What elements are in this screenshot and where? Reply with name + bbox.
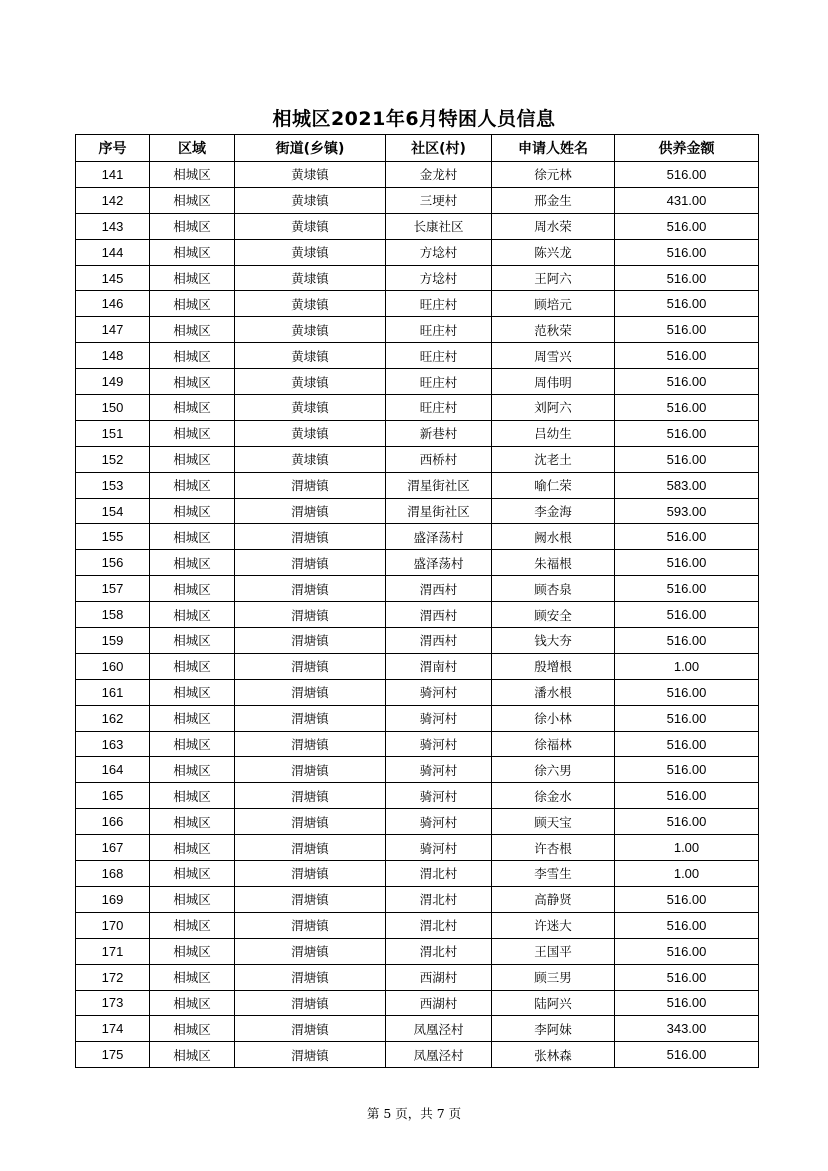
cell-street: 渭塘镇 [235,1016,386,1042]
cell-index: 151 [76,420,150,446]
header-community: 社区(村) [386,135,492,162]
cell-index: 149 [76,369,150,395]
cell-applicant: 徐六男 [492,757,615,783]
cell-street: 渭塘镇 [235,628,386,654]
cell-street: 渭塘镇 [235,809,386,835]
cell-applicant: 徐金水 [492,783,615,809]
cell-amount: 516.00 [615,757,759,783]
cell-applicant: 喻仁荣 [492,472,615,498]
cell-community: 方埝村 [386,239,492,265]
cell-amount: 516.00 [615,446,759,472]
cell-amount: 516.00 [615,964,759,990]
cell-street: 渭塘镇 [235,912,386,938]
table-row [76,446,759,472]
cell-community: 金龙村 [386,162,492,188]
cell-community: 长康社区 [386,213,492,239]
cell-amount: 431.00 [615,187,759,213]
table-row [76,550,759,576]
table-row [76,679,759,705]
cell-index: 145 [76,265,150,291]
header-applicant: 申请人姓名 [492,135,615,162]
cell-applicant: 顾三男 [492,964,615,990]
cell-applicant: 钱大夯 [492,628,615,654]
cell-index: 143 [76,213,150,239]
cell-street: 黄埭镇 [235,187,386,213]
cell-region: 相城区 [150,679,235,705]
cell-applicant: 顾杏泉 [492,576,615,602]
cell-community: 盛泽荡村 [386,550,492,576]
cell-region: 相城区 [150,964,235,990]
cell-region: 相城区 [150,835,235,861]
cell-applicant: 顾安全 [492,602,615,628]
cell-index: 169 [76,886,150,912]
table-row [76,369,759,395]
cell-region: 相城区 [150,783,235,809]
cell-index: 150 [76,395,150,421]
cell-community: 旺庄村 [386,291,492,317]
cell-region: 相城区 [150,602,235,628]
cell-index: 174 [76,1016,150,1042]
cell-street: 黄埭镇 [235,343,386,369]
cell-amount: 593.00 [615,498,759,524]
cell-index: 153 [76,472,150,498]
cell-amount: 516.00 [615,291,759,317]
cell-street: 渭塘镇 [235,757,386,783]
table-row [76,912,759,938]
table-row [76,343,759,369]
cell-amount: 516.00 [615,343,759,369]
cell-index: 144 [76,239,150,265]
cell-amount: 516.00 [615,628,759,654]
cell-community: 渭北村 [386,912,492,938]
cell-community: 三埂村 [386,187,492,213]
cell-community: 旺庄村 [386,343,492,369]
cell-applicant: 王国平 [492,938,615,964]
cell-applicant: 许杏根 [492,835,615,861]
cell-street: 黄埭镇 [235,395,386,421]
cell-community: 方埝村 [386,265,492,291]
cell-region: 相城区 [150,731,235,757]
cell-region: 相城区 [150,369,235,395]
cell-amount: 516.00 [615,990,759,1016]
cell-region: 相城区 [150,343,235,369]
cell-applicant: 朱福根 [492,550,615,576]
cell-community: 渭西村 [386,576,492,602]
cell-applicant: 刘阿六 [492,395,615,421]
cell-street: 渭塘镇 [235,731,386,757]
cell-community: 渭北村 [386,938,492,964]
table-row [76,861,759,887]
cell-amount: 516.00 [615,239,759,265]
cell-amount: 516.00 [615,524,759,550]
header-region: 区域 [150,135,235,162]
cell-index: 141 [76,162,150,188]
cell-index: 159 [76,628,150,654]
cell-street: 渭塘镇 [235,550,386,576]
cell-index: 166 [76,809,150,835]
cell-community: 西桥村 [386,446,492,472]
table-row [76,213,759,239]
cell-amount: 516.00 [615,317,759,343]
table-row [76,938,759,964]
cell-region: 相城区 [150,265,235,291]
cell-index: 154 [76,498,150,524]
cell-street: 黄埭镇 [235,239,386,265]
table-row [76,395,759,421]
cell-region: 相城区 [150,938,235,964]
cell-community: 新巷村 [386,420,492,446]
cell-region: 相城区 [150,395,235,421]
cell-community: 旺庄村 [386,369,492,395]
cell-amount: 516.00 [615,162,759,188]
cell-amount: 516.00 [615,213,759,239]
table-row [76,602,759,628]
cell-applicant: 阙水根 [492,524,615,550]
cell-community: 西湖村 [386,964,492,990]
cell-community: 骑河村 [386,783,492,809]
cell-applicant: 潘水根 [492,679,615,705]
cell-street: 渭塘镇 [235,602,386,628]
table-row [76,472,759,498]
cell-amount: 516.00 [615,783,759,809]
cell-region: 相城区 [150,809,235,835]
cell-index: 172 [76,964,150,990]
table-row [76,291,759,317]
cell-index: 157 [76,576,150,602]
cell-community: 骑河村 [386,835,492,861]
cell-street: 渭塘镇 [235,679,386,705]
cell-applicant: 顾培元 [492,291,615,317]
cell-index: 171 [76,938,150,964]
data-table [75,134,759,1068]
cell-region: 相城区 [150,291,235,317]
header-index: 序号 [76,135,150,162]
cell-region: 相城区 [150,472,235,498]
cell-applicant: 陈兴龙 [492,239,615,265]
table-row [76,576,759,602]
cell-region: 相城区 [150,524,235,550]
table-row [76,628,759,654]
cell-amount: 516.00 [615,679,759,705]
cell-community: 骑河村 [386,679,492,705]
cell-region: 相城区 [150,886,235,912]
cell-community: 渭北村 [386,861,492,887]
cell-street: 渭塘镇 [235,835,386,861]
cell-region: 相城区 [150,628,235,654]
cell-amount: 516.00 [615,912,759,938]
cell-amount: 516.00 [615,809,759,835]
cell-amount: 516.00 [615,731,759,757]
cell-region: 相城区 [150,757,235,783]
cell-applicant: 高静贤 [492,886,615,912]
cell-street: 渭塘镇 [235,498,386,524]
cell-amount: 516.00 [615,420,759,446]
cell-street: 渭塘镇 [235,576,386,602]
cell-region: 相城区 [150,705,235,731]
cell-amount: 516.00 [615,938,759,964]
cell-region: 相城区 [150,420,235,446]
cell-region: 相城区 [150,1016,235,1042]
cell-street: 渭塘镇 [235,964,386,990]
cell-community: 渭南村 [386,653,492,679]
cell-community: 骑河村 [386,731,492,757]
cell-applicant: 沈老土 [492,446,615,472]
cell-community: 骑河村 [386,705,492,731]
cell-index: 146 [76,291,150,317]
cell-index: 170 [76,912,150,938]
page-footer: 第 5 页，共 7 页 [366,1106,462,1121]
table-row [76,239,759,265]
cell-applicant: 徐福林 [492,731,615,757]
cell-region: 相城区 [150,446,235,472]
cell-applicant: 周水荣 [492,213,615,239]
cell-amount: 516.00 [615,886,759,912]
cell-community: 西湖村 [386,990,492,1016]
cell-community: 渭星街社区 [386,498,492,524]
cell-community: 渭西村 [386,602,492,628]
cell-community: 渭北村 [386,886,492,912]
cell-applicant: 吕幼生 [492,420,615,446]
cell-region: 相城区 [150,861,235,887]
table-row [76,317,759,343]
cell-applicant: 李金海 [492,498,615,524]
table-row [76,162,759,188]
cell-applicant: 张林森 [492,1042,615,1068]
cell-amount: 516.00 [615,550,759,576]
table-row [76,835,759,861]
cell-street: 黄埭镇 [235,446,386,472]
table-header-row [76,135,759,162]
cell-applicant: 周伟明 [492,369,615,395]
cell-street: 渭塘镇 [235,990,386,1016]
cell-index: 142 [76,187,150,213]
header-street: 街道(乡镇) [235,135,386,162]
cell-index: 161 [76,679,150,705]
table-row [76,420,759,446]
cell-community: 凤凰泾村 [386,1042,492,1068]
table-row [76,1016,759,1042]
cell-amount: 516.00 [615,265,759,291]
cell-region: 相城区 [150,498,235,524]
cell-index: 155 [76,524,150,550]
table-row [76,705,759,731]
cell-street: 黄埭镇 [235,420,386,446]
cell-street: 黄埭镇 [235,291,386,317]
cell-index: 162 [76,705,150,731]
cell-amount: 343.00 [615,1016,759,1042]
cell-street: 渭塘镇 [235,705,386,731]
cell-community: 渭西村 [386,628,492,654]
cell-applicant: 邢金生 [492,187,615,213]
cell-street: 黄埭镇 [235,162,386,188]
cell-amount: 516.00 [615,602,759,628]
cell-region: 相城区 [150,187,235,213]
table-row [76,886,759,912]
cell-index: 148 [76,343,150,369]
cell-applicant: 殷增根 [492,653,615,679]
cell-street: 渭塘镇 [235,1042,386,1068]
cell-index: 175 [76,1042,150,1068]
cell-region: 相城区 [150,576,235,602]
cell-index: 165 [76,783,150,809]
cell-region: 相城区 [150,990,235,1016]
cell-community: 骑河村 [386,809,492,835]
cell-region: 相城区 [150,213,235,239]
cell-region: 相城区 [150,912,235,938]
cell-region: 相城区 [150,162,235,188]
cell-region: 相城区 [150,550,235,576]
cell-street: 黄埭镇 [235,317,386,343]
table-row [76,809,759,835]
table-row [76,783,759,809]
cell-amount: 516.00 [615,705,759,731]
table-row [76,524,759,550]
cell-street: 黄埭镇 [235,369,386,395]
cell-index: 173 [76,990,150,1016]
cell-index: 156 [76,550,150,576]
cell-applicant: 徐元林 [492,162,615,188]
table-row [76,187,759,213]
cell-street: 黄埭镇 [235,213,386,239]
cell-region: 相城区 [150,317,235,343]
cell-region: 相城区 [150,239,235,265]
table-row [76,653,759,679]
cell-street: 渭塘镇 [235,472,386,498]
cell-street: 渭塘镇 [235,653,386,679]
table-row [76,731,759,757]
cell-index: 152 [76,446,150,472]
cell-index: 158 [76,602,150,628]
cell-applicant: 陆阿兴 [492,990,615,1016]
cell-street: 渭塘镇 [235,783,386,809]
cell-amount: 516.00 [615,576,759,602]
cell-applicant: 王阿六 [492,265,615,291]
cell-street: 渭塘镇 [235,524,386,550]
cell-applicant: 周雪兴 [492,343,615,369]
cell-street: 黄埭镇 [235,265,386,291]
cell-community: 旺庄村 [386,317,492,343]
cell-index: 160 [76,653,150,679]
cell-community: 渭星街社区 [386,472,492,498]
cell-amount: 1.00 [615,861,759,887]
cell-index: 164 [76,757,150,783]
cell-community: 盛泽荡村 [386,524,492,550]
cell-amount: 583.00 [615,472,759,498]
cell-street: 渭塘镇 [235,861,386,887]
cell-applicant: 范秋荣 [492,317,615,343]
cell-index: 147 [76,317,150,343]
table-row [76,964,759,990]
cell-applicant: 徐小林 [492,705,615,731]
table-body [76,162,759,1068]
cell-applicant: 李阿妹 [492,1016,615,1042]
cell-applicant: 李雪生 [492,861,615,887]
table-row [76,990,759,1016]
cell-street: 渭塘镇 [235,938,386,964]
cell-community: 凤凰泾村 [386,1016,492,1042]
cell-region: 相城区 [150,653,235,679]
table-row [76,265,759,291]
cell-amount: 1.00 [615,835,759,861]
cell-amount: 516.00 [615,395,759,421]
cell-amount: 516.00 [615,369,759,395]
cell-amount: 516.00 [615,1042,759,1068]
cell-street: 渭塘镇 [235,886,386,912]
cell-index: 167 [76,835,150,861]
table-row [76,498,759,524]
table-row [76,1042,759,1068]
page-title: 相城区2021年6月特困人员信息 [272,108,556,130]
cell-community: 骑河村 [386,757,492,783]
cell-index: 163 [76,731,150,757]
cell-region: 相城区 [150,1042,235,1068]
cell-community: 旺庄村 [386,395,492,421]
cell-applicant: 顾天宝 [492,809,615,835]
cell-index: 168 [76,861,150,887]
header-amount: 供养金额 [615,135,759,162]
table-row [76,757,759,783]
cell-applicant: 许迷大 [492,912,615,938]
cell-amount: 1.00 [615,653,759,679]
